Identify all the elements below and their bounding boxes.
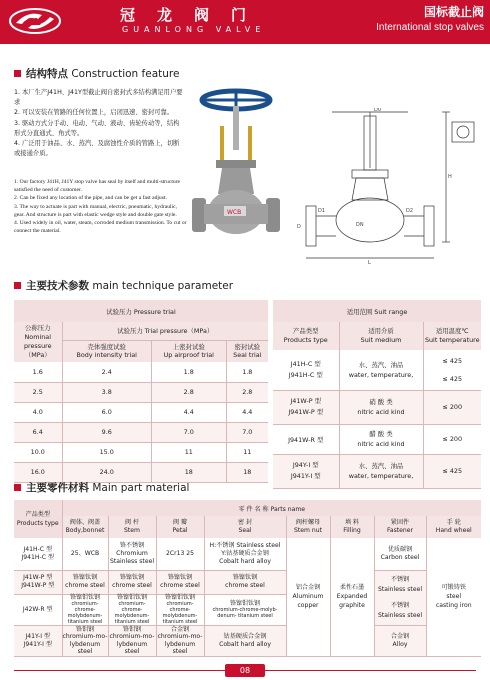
part-material-table <box>14 500 481 657</box>
section-bullet-icon <box>14 484 21 491</box>
header-unit: （MPa） <box>24 351 51 359</box>
section-material-heading <box>14 480 189 495</box>
svg-text:WCB: WCB <box>227 209 242 216</box>
svg-text:D: D <box>297 224 301 230</box>
col-header: 阀 瓣 Petal <box>156 516 204 538</box>
section-heading-cn: 主要技术参数 <box>26 280 89 292</box>
svg-text:L: L <box>368 260 371 266</box>
table-row: 2.5 3.8 2.8 2.8 <box>14 382 268 402</box>
table-caption: 适用范围 Suit range <box>273 300 481 322</box>
brand-name-cn: 冠龙阀门 <box>120 6 269 24</box>
header-bar <box>0 0 490 44</box>
page-title-en: International stop valves <box>376 22 484 33</box>
section-heading-en: Main part material <box>92 481 190 494</box>
feature-list-en <box>14 178 189 235</box>
feature-list-cn <box>14 88 184 159</box>
valve-photo <box>190 86 282 258</box>
table-row: J41H-C 型 J941H-C 型 水、蒸汽、油品 water, temperature, ≤ 425 ≤ 425 <box>273 350 481 390</box>
feature-item: 2. 可以安装在管路的任何位置上，启闭迅速、密封可靠。 <box>14 109 174 117</box>
filling-cell: 柔性石墨 Expanded graphite <box>330 538 374 656</box>
section-bullet-icon <box>14 282 21 289</box>
section-bullet-icon <box>14 70 21 77</box>
body-intensity-header: 壳体强度试验 Body intensity trial <box>62 340 151 362</box>
svg-text:GL: GL <box>26 17 41 28</box>
feature-item: 1. Our factory J41H, J41Y stop valve has seal by itself and multi-structure satisfied the need of customer. <box>14 179 181 194</box>
col-header: 密 封 Seal <box>204 516 286 538</box>
guanlong-logo <box>8 6 62 36</box>
table-row: J41W-P 型 J941W-P 型 硝 酸 类 nitric acid kind ≤ 200 <box>273 390 481 424</box>
svg-text:DN: DN <box>356 222 364 228</box>
svg-text:D0: D0 <box>374 108 382 113</box>
svg-text:D1: D1 <box>318 208 326 214</box>
section-parameter-heading <box>14 278 233 293</box>
svg-text:D2: D2 <box>406 208 414 214</box>
feature-item: 3. 驱动方式分手动、电动、气动、液动、齿轮传动等，结构形式分直通式、角式等。 <box>14 119 180 137</box>
section-heading-cn: 主要零件材料 <box>26 482 89 494</box>
nominal-pressure-header <box>14 322 62 362</box>
section-heading-cn: 结构特点 <box>26 68 68 80</box>
col-header: 阀杆螺母 Stem nut <box>286 516 330 538</box>
up-airproof-header: 上密封试验 Up airproof trial <box>151 340 226 362</box>
col-header: 填 料 Filling <box>330 516 374 538</box>
table-row: 1.6 2.4 1.8 1.8 <box>14 362 268 382</box>
section-construction-heading <box>14 66 179 81</box>
col-header: 手 轮 Hand wheel <box>426 516 481 538</box>
page-title <box>332 3 484 39</box>
suit-range-table <box>273 300 481 489</box>
table-caption: 试验压力 Pressure trial <box>14 300 268 322</box>
table-row: 16.0 24.0 18 18 <box>14 462 268 482</box>
fastener-stainless-cell: 不锈钢 Stainless steel 不锈钢 Stainless steel <box>374 570 426 625</box>
table-row: 6.4 9.6 7.0 7.0 <box>14 422 268 442</box>
col-header: 紧固件 Fastener <box>374 516 426 538</box>
products-type-header: 产品类型 Products type <box>14 500 62 538</box>
stem-nut-cell: 铝合金钢 Aluminum copper <box>286 538 330 656</box>
parts-name-caption: 零 件 名 称 Parts name <box>62 500 481 516</box>
page-number: 08 <box>225 664 265 677</box>
suit-temperature-header: 适用温度℃ Suit temperature <box>423 322 481 350</box>
section-heading-en: Construction feature <box>71 67 180 80</box>
table-row: 4.0 6.0 4.4 4.4 <box>14 402 268 422</box>
table-row: J41H-C 型 J941H-C 型 25、WCB 铬不锈钢 Chromium Stainless steel 2Cr13 25 H:不锈钢 Stainless steel Y:钴基硬质合金钢 Cobalt hard alloy 铝合金钢 Aluminum copper 柔性石墨 Expanded graphite 优质碳钢 Carbon steel 可锻铸铁 steel casting iron <box>14 538 481 570</box>
table-row: J41W-P 型 J941W-P 型 铬镍钛钢 chrome steel 铬镍钛钢 chrome steel 铬镍钛钢 chrome steel 铬镍钛钢 chrome steel 不锈钢 Stainless steel 不锈钢 Stainless steel <box>14 570 481 594</box>
table-row: J42W-R 型 铬镍钼钛钢 chromium-chrome- molybdenum- titanium steel 铬镍钼钛钢 chromium-chrome- molybdenum- titanium steel 铬镍钼钛钢 chromium-chrome- molybdenum- titanium steel 铬镍钼钛钢 chromium-chrome-molyb- denum- titanium steel <box>14 594 481 625</box>
table-row: J94Y-I 型 J941Y-I 型 水、蒸汽、油品 water, temperature, ≤ 425 <box>273 454 481 488</box>
col-header: 阀体、阀盖 Body,bonnet <box>62 516 108 538</box>
hand-wheel-cell: 可锻铸铁 steel casting iron <box>426 538 481 656</box>
products-type-header: 产品类型 Products type <box>273 322 339 350</box>
suit-medium-header: 适用介质 Suit medium <box>339 322 423 350</box>
header-cn: 公称压力 <box>24 324 51 332</box>
seal-trial-header: 密封试验 Seal trial <box>226 340 268 362</box>
table-row: J41Y-I 型 J941Y-I 型 铬钼钢 chromium-mo- lybdenum steel 铬钼钢 chromium-mo- lybdenum steel 合金钢 chromium-mo- lybdenum steel 钴基硬质合金钢 Cobalt hard alloy 合金钢 Alloy <box>14 625 481 656</box>
feature-item: 2. Can be fixed any location of the pipe, and can be get a fast adjust. <box>14 195 167 202</box>
feature-item: 4. Used widely in oil, water, steam, corroded medium transmission. To cut or connect the material. <box>14 220 187 235</box>
section-heading-en: main technique parameter <box>92 279 234 292</box>
brand-name-en: GUANLONG VALVE <box>122 25 266 34</box>
trial-pressure-header: 试验压力 Trial pressure（MPa） <box>62 322 268 340</box>
feature-item: 3. The way to actuate is part with manual, electric, pneumatic, hydraulic, gear. And structure is part with elastic wedge style and double gate style. <box>14 203 177 218</box>
table-row: J941W-R 型 醋 酸 类 nitric acid kind ≤ 200 <box>273 424 481 454</box>
feature-item: 4. 广泛用于油品、水、蒸汽、及腐蚀性介质的管路上，切断或接通介质。 <box>14 140 180 158</box>
header-en: Nominal pressure <box>23 333 52 350</box>
svg-text:H: H <box>448 174 452 180</box>
page-title-cn: 国标截止阀 <box>423 5 484 19</box>
col-header: 阀 杆 Stem <box>108 516 156 538</box>
pressure-trial-table <box>14 300 268 483</box>
feature-item: 1. 本厂生产J41H、J41Y型截止阀自密封式多结构满足用户要求 <box>14 89 183 107</box>
table-row: 10.0 15.0 11 11 <box>14 442 268 462</box>
valve-technical-drawing <box>296 108 478 266</box>
